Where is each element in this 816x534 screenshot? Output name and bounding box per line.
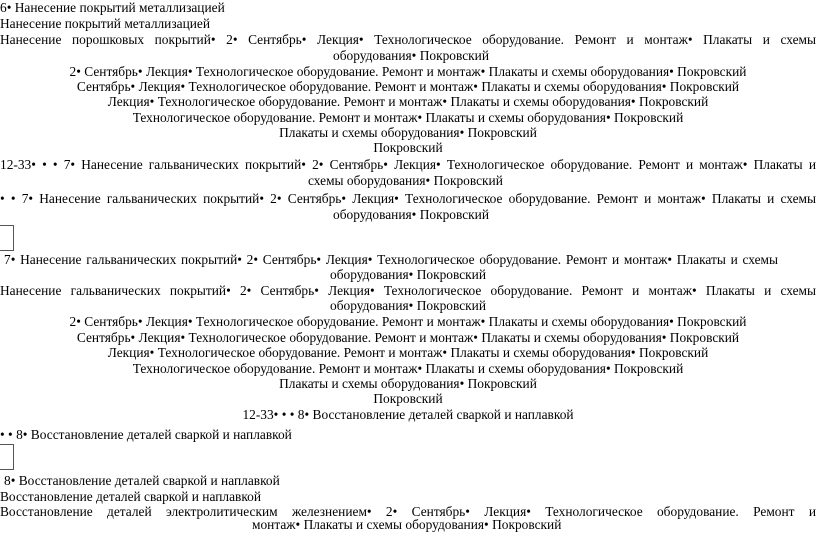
text-line: схемы оборудования• Покровский (308, 173, 503, 188)
text-line: Лекция• Технологическое оборудование. Ремонт и монтаж• Плакаты и схемы оборудования• Покровский (107, 345, 709, 360)
text-line: оборудования• Покровский (330, 267, 486, 282)
text-line: Нанесение гальванических покрытий• 2• Сентябрь• Лекция• Технологическое оборудование. Ремонт и монтаж• Плакаты и схемы (0, 283, 816, 298)
text-line: 12-33• • • 7• Нанесение гальванических покрытий• 2• Сентябрь• Лекция• Технологическое оборудование. Ремонт и монтаж• Плакаты и (0, 157, 816, 172)
text-line: 7• Нанесение гальванических покрытий• 2• Сентябрь• Лекция• Технологическое оборудование. Ремонт и монтаж• Плакаты и схемы (4, 252, 778, 267)
text-line: 6• Нанесение покрытий металлизацией (0, 0, 225, 15)
empty-table-cell (0, 444, 14, 470)
empty-table-cell (0, 225, 14, 251)
text-line: 8• Восстановление деталей сваркой и наплавкой (4, 473, 280, 488)
text-line: оборудования• Покровский (333, 48, 489, 63)
text-line: Восстановление деталей электролитическим железнением• 2• Сентябрь• Лекция• Технологическое оборудование. Ремонт и (0, 504, 816, 519)
text-line: 2• Сентябрь• Лекция• Технологическое оборудование. Ремонт и монтаж• Плакаты и схемы оборудования• Покровский (69, 64, 747, 79)
text-line: Покровский (373, 391, 443, 406)
text-line: • • 8• Восстановление деталей сваркой и наплавкой (0, 427, 292, 442)
text-line: 12-33• • • 8• Восстановление деталей сваркой и наплавкой (242, 407, 574, 422)
text-line: • • 7• Нанесение гальванических покрытий• 2• Сентябрь• Лекция• Технологическое оборудование. Ремонт и монтаж• Плакаты и схемы (0, 191, 816, 206)
text-line: Сентябрь• Лекция• Технологическое оборудование. Ремонт и монтаж• Плакаты и схемы оборудования• Покровский (76, 330, 740, 345)
text-line: Покровский (373, 140, 443, 155)
text-line: Технологическое оборудование. Ремонт и монтаж• Плакаты и схемы оборудования• Покровский (132, 361, 684, 376)
text-line: Технологическое оборудование. Ремонт и монтаж• Плакаты и схемы оборудования• Покровский (132, 110, 684, 125)
text-line: Лекция• Технологическое оборудование. Ремонт и монтаж• Плакаты и схемы оборудования• Покровский (107, 94, 709, 109)
text-line: Плакаты и схемы оборудования• Покровский (279, 376, 537, 391)
text-line: оборудования• Покровский (333, 207, 489, 222)
text-line: 2• Сентябрь• Лекция• Технологическое оборудование. Ремонт и монтаж• Плакаты и схемы оборудования• Покровский (69, 314, 747, 329)
text-line: оборудования• Покровский (330, 298, 486, 313)
text-line: Плакаты и схемы оборудования• Покровский (279, 125, 537, 140)
text-line: Нанесение порошковых покрытий• 2• Сентябрь• Лекция• Технологическое оборудование. Ремонт и монтаж• Плакаты и схемы (0, 32, 816, 47)
text-line: монтаж• Плакаты и схемы оборудования• Покровский (252, 517, 562, 532)
text-line: Восстановление деталей сваркой и наплавкой (0, 489, 262, 504)
text-line: Сентябрь• Лекция• Технологическое оборудование. Ремонт и монтаж• Плакаты и схемы оборудования• Покровский (76, 79, 740, 94)
text-line: Нанесение покрытий металлизацией (0, 16, 211, 31)
